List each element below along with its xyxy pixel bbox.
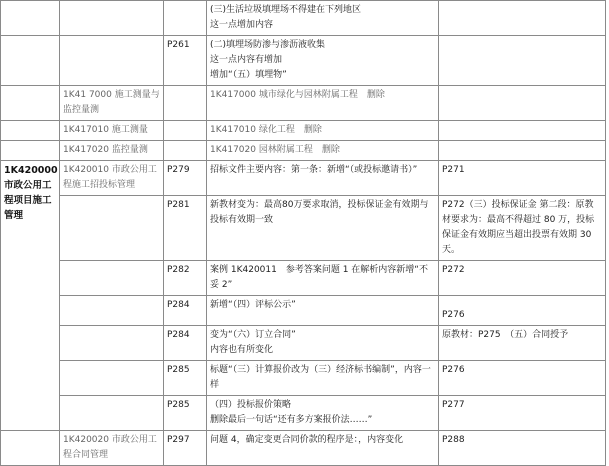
cell-original (439, 121, 606, 141)
cell-original (439, 36, 606, 86)
change-line: 增加“（五）填埋物” (210, 70, 287, 80)
cell-topic: 1K417010 施工测量 (60, 121, 164, 141)
cell-change (207, 121, 439, 141)
cell-original: P272（三）投标保证金 第二段：原教材要求为：最高不得超过 80 万，投标保证金有效期应当超出投票有效期 30 天。 (439, 196, 606, 261)
cell-page: P285 (164, 396, 207, 431)
cell-page: P282 (164, 261, 207, 296)
change-line: 变为“（六）订立合同” (210, 330, 296, 340)
cell-topic: 1K420020 市政公用工程合同管理 (60, 431, 164, 466)
cell-original (439, 1, 606, 36)
cell-page (164, 121, 207, 141)
cell-original: P276 (439, 361, 606, 396)
cell-change (207, 361, 439, 396)
cell-topic: 1K420010 市政公用工程施工招投标管理 (60, 161, 164, 196)
cell-change (207, 1, 439, 36)
cell-topic (60, 36, 164, 86)
table-row (1, 36, 606, 86)
table-row (1, 396, 606, 431)
table-row (1, 296, 606, 326)
cell-page: P297 (164, 431, 207, 466)
change-line: 删除最后一句话“还有多方案报价法……” (210, 415, 373, 425)
cell-section (1, 141, 60, 161)
change-line: 新增“（四）评标公示” (210, 300, 296, 310)
cell-page (164, 1, 207, 36)
cell-page: P261 (164, 36, 207, 86)
change-line: 1K417020 园林附属工程 删除 (210, 145, 340, 155)
cell-section (1, 36, 60, 86)
cell-original (439, 86, 606, 121)
cell-topic: 1K41 7000 施工测量与监控量测 (60, 86, 164, 121)
table-row (1, 121, 606, 141)
change-line: 案例 1K420011 参考答案问题 1 在解析内容新增“不妥 2” (210, 265, 428, 290)
change-line: 1K417000 城市绿化与园林附属工程 删除 (210, 90, 385, 100)
cell-change (207, 161, 439, 196)
cell-topic (60, 361, 164, 396)
cell-page (164, 141, 207, 161)
cell-original: P271 (439, 161, 606, 196)
cell-original: 原教材：P275 （五）合同授予 (439, 326, 606, 361)
cell-section (1, 121, 60, 141)
cell-page: P284 (164, 296, 207, 326)
cell-topic (60, 326, 164, 361)
cell-section (1, 1, 60, 36)
change-line: 招标文件主要内容：第一条：新增“（或投标邀请书）” (210, 165, 418, 175)
cell-change (207, 396, 439, 431)
cell-page: P285 (164, 361, 207, 396)
cell-original: P288 (439, 431, 606, 466)
cell-topic (60, 196, 164, 261)
cell-original: P272 (439, 261, 606, 296)
cell-change (207, 86, 439, 121)
cell-change (207, 326, 439, 361)
change-line: 1K417010 绿化工程 删除 (210, 125, 322, 135)
cell-section (1, 86, 60, 121)
cell-section: 1K420000 市政公用工程项目施工管理 (1, 161, 60, 431)
table-row (1, 261, 606, 296)
change-line: 新教材变为：最高80万要求取消，投标保证金有效期与投标有效期一致 (210, 200, 429, 225)
cell-change (207, 261, 439, 296)
change-line: 内容也有所变化 (210, 345, 274, 355)
cell-page (164, 86, 207, 121)
table-row (1, 1, 606, 36)
change-line: 问题 4，确定变更合同价款的程序是：，内容变化 (210, 435, 404, 445)
table-row (1, 86, 606, 121)
table-row (1, 326, 606, 361)
table-row (1, 361, 606, 396)
cell-original: P276 (439, 296, 606, 326)
cell-page: P284 (164, 326, 207, 361)
change-line: 这一点增加内容 (210, 20, 274, 30)
cell-original (439, 141, 606, 161)
cell-topic (60, 1, 164, 36)
cell-page: P279 (164, 161, 207, 196)
cell-section (1, 431, 60, 466)
table-row (1, 161, 606, 196)
change-line: (三)生活垃圾填埋场不得建在下列地区 (210, 5, 362, 15)
table-row (1, 196, 606, 261)
cell-change (207, 196, 439, 261)
change-line: （四）投标报价策略 (210, 400, 292, 410)
change-line: 标题“（三）计算报价改为（三）经济标书编制”，内容一样 (210, 365, 431, 390)
cell-page: P281 (164, 196, 207, 261)
cell-topic (60, 396, 164, 431)
cell-change (207, 431, 439, 466)
table-row (1, 431, 606, 466)
cell-topic (60, 296, 164, 326)
cell-topic (60, 261, 164, 296)
change-line: (二)填埋场防渗与渗沥液收集 (210, 40, 326, 50)
cell-change (207, 296, 439, 326)
change-line: 这一点内容有增加 (210, 55, 283, 65)
cell-change (207, 36, 439, 86)
cell-topic: 1K417020 监控量测 (60, 141, 164, 161)
cell-original: P277 (439, 396, 606, 431)
table-row (1, 141, 606, 161)
cell-change (207, 141, 439, 161)
